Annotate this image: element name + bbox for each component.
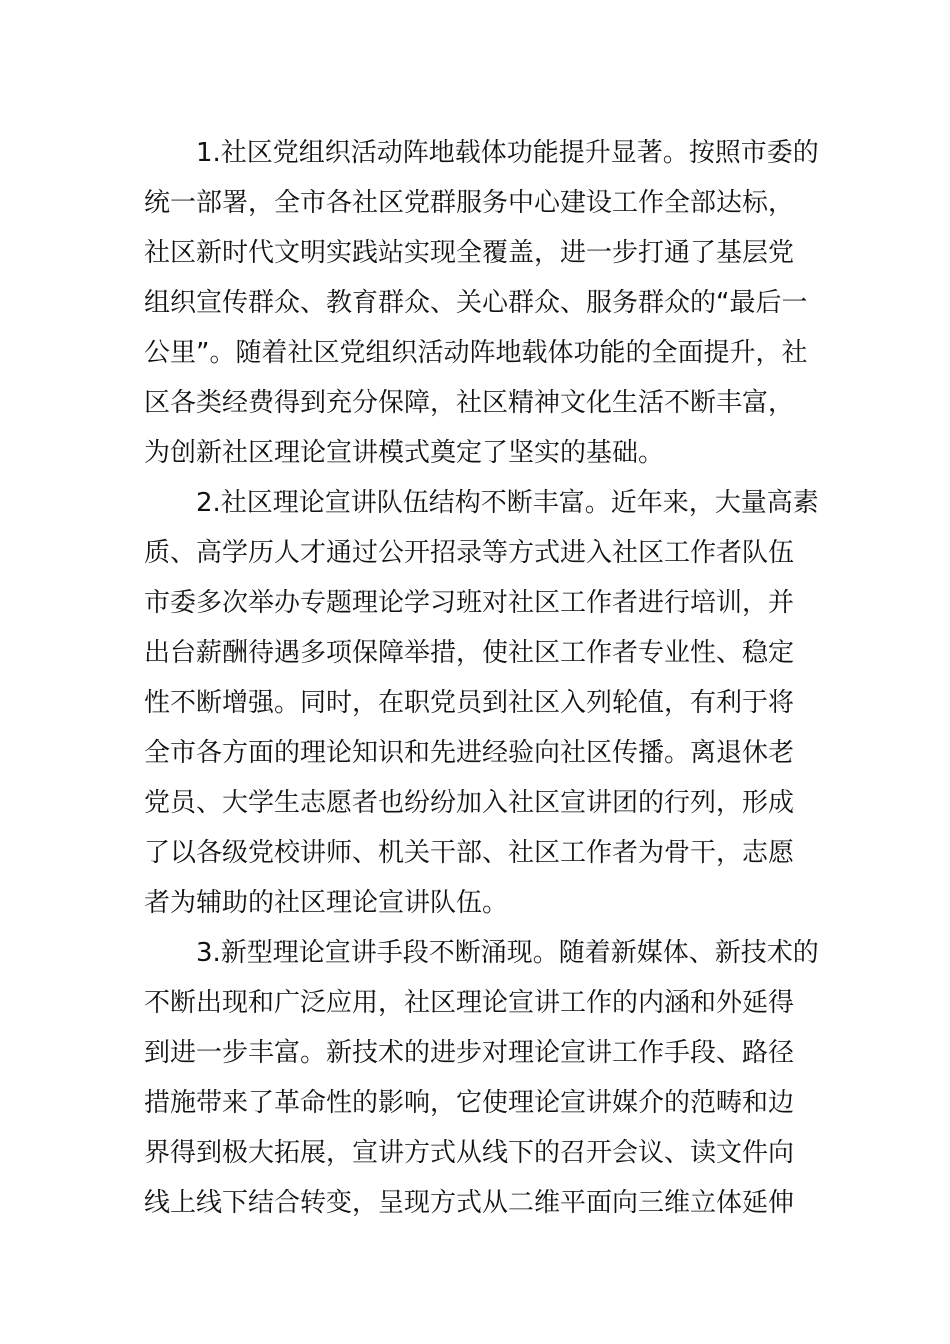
paragraph-1 [144, 128, 819, 478]
paragraph-line: 为创新社区理论宣讲模式奠定了坚实的基础。 [144, 438, 665, 468]
paragraph-line: 了以各级党校讲师、机关干部、社区工作者为骨干，志愿 [144, 838, 795, 868]
paragraph-line: 3.新型理论宣讲手段不断涌现。随着新媒体、新技术的 [196, 938, 819, 968]
paragraph-line: 区各类经费得到充分保障，社区精神文化生活不断丰富， [144, 388, 795, 418]
paragraph-2 [144, 478, 819, 928]
paragraph-line: 性不断增强。同时，在职党员到社区入列轮值，有利于将 [144, 688, 795, 718]
paragraph-line: 市委多次举办专题理论学习班对社区工作者进行培训，并 [144, 588, 795, 618]
paragraph-line: 社区新时代文明实践站实现全覆盖，进一步打通了基层党 [144, 238, 795, 268]
paragraph-line: 党员、大学生志愿者也纷纷加入社区宣讲团的行列，形成 [144, 788, 795, 818]
paragraph-line: 公里”。随着社区党组织活动阵地载体功能的全面提升，社 [144, 338, 808, 368]
paragraph-3 [144, 928, 819, 1228]
paragraph-line: 界得到极大拓展，宣讲方式从线下的召开会议、读文件向 [144, 1138, 795, 1168]
paragraph-line: 组织宣传群众、教育群众、关心群众、服务群众的“最后一 [144, 288, 808, 318]
paragraph-line: 措施带来了革命性的影响，它使理论宣讲媒介的范畴和边 [144, 1088, 795, 1118]
document-body [144, 128, 819, 1228]
paragraph-line: 不断出现和广泛应用，社区理论宣讲工作的内涵和外延得 [144, 988, 795, 1018]
paragraph-line: 者为辅助的社区理论宣讲队伍。 [144, 888, 509, 918]
paragraph-line: 出台薪酬待遇多项保障举措，使社区工作者专业性、稳定 [144, 638, 795, 668]
paragraph-line: 质、高学历人才通过公开招录等方式进入社区工作者队伍 [144, 538, 795, 568]
paragraph-line: 2.社区理论宣讲队伍结构不断丰富。近年来，大量高素 [196, 488, 819, 518]
paragraph-line: 全市各方面的理论知识和先进经验向社区传播。离退休老 [144, 738, 795, 768]
paragraph-line: 统一部署，全市各社区党群服务中心建设工作全部达标， [144, 188, 795, 218]
paragraph-line: 1.社区党组织活动阵地载体功能提升显著。按照市委的 [196, 138, 819, 168]
paragraph-line: 到进一步丰富。新技术的进步对理论宣讲工作手段、路径 [144, 1038, 795, 1068]
paragraph-line: 线上线下结合转变，呈现方式从二维平面向三维立体延伸 [144, 1188, 795, 1218]
